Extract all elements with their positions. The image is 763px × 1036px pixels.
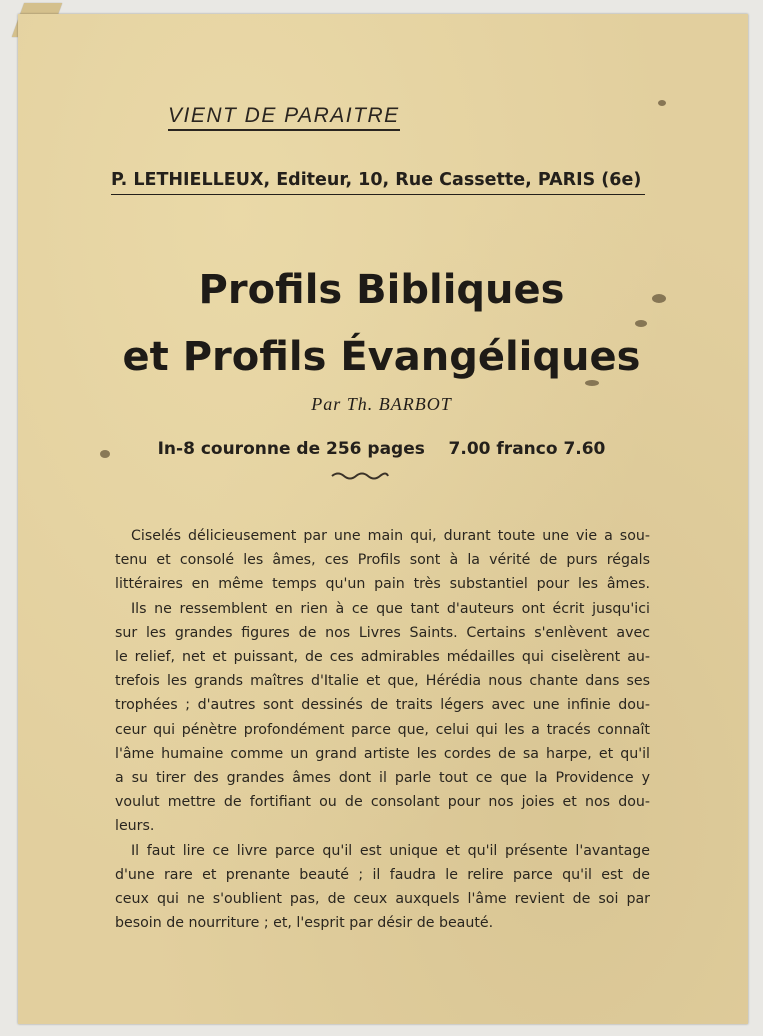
text-line: Ils ne ressemblent en rien à ce que tant d'auteurs ont écrit jusqu'ici (131, 600, 650, 617)
text-line: tenu et consolé les âmes, ces Profils sont à la vérité de purs régals (115, 552, 650, 569)
paragraph-2 (115, 597, 650, 839)
announcement-heading: VIENT DE PARAITRE (168, 104, 400, 131)
ink-smudge (652, 294, 666, 303)
text-line: littéraires en même temps qu'un pain très substantiel pour les âmes. (115, 576, 650, 593)
paragraph-1 (115, 524, 650, 597)
ink-smudge (635, 320, 647, 327)
text-line: leurs. (115, 818, 155, 835)
book-title-line-1: Profils Bibliques (198, 267, 565, 313)
book-title-line-2: et Profils Évangéliques (122, 334, 641, 380)
description-body (115, 524, 650, 935)
ink-smudge (658, 100, 666, 106)
text-line: a su tirer des grandes âmes dont il parle tout ce que la Providence y (115, 770, 650, 787)
paragraph-3 (115, 839, 650, 936)
ink-smudge (585, 380, 599, 386)
text-line: le relief, net et puissant, de ces admirables médailles qui ciselèrent au- (115, 649, 650, 666)
text-line: besoin de nourriture ; et, l'esprit par désir de beauté. (115, 915, 494, 932)
publisher-line: P. LETHIELLEUX, Editeur, 10, Rue Cassette, PARIS (6e) (111, 168, 645, 195)
text-line: d'une rare et prenante beauté ; il faudra le relire parce qu'il est de (115, 866, 650, 883)
text-line: ceux qui ne s'oublient pas, de ceux auxquels l'âme revient de soi par (115, 891, 650, 908)
text-line: trefois les grands maîtres d'Italie et que, Hérédia nous chante dans ses (115, 673, 650, 690)
text-line: voulut mettre de fortifiant ou de consolant pour nos joies et nos dou- (115, 794, 650, 811)
text-line: sur les grandes figures de nos Livres Saints. Certains s'enlèvent avec (115, 624, 650, 641)
ornament-divider (330, 471, 390, 481)
ink-smudge (100, 450, 110, 458)
text-line: Il faut lire ce livre parce qu'il est unique et qu'il présente l'avantage (131, 842, 650, 859)
text-line: ceur qui pénètre profondément parce que, celui qui les a tracés connaît (115, 721, 650, 738)
text-line: Ciselés délicieusement par une main qui, durant toute une vie a sou- (131, 528, 650, 544)
text-line: l'âme humaine comme un grand artiste les cordes de sa harpe, et qu'il (115, 745, 650, 762)
text-line: trophées ; d'autres sont dessinés de traits légers avec une infinie dou- (115, 697, 650, 714)
author-byline: Par Th. BARBOT (311, 394, 452, 414)
format-price-line: In-8 couronne de 256 pages 7.00 franco 7.60 (157, 439, 606, 459)
